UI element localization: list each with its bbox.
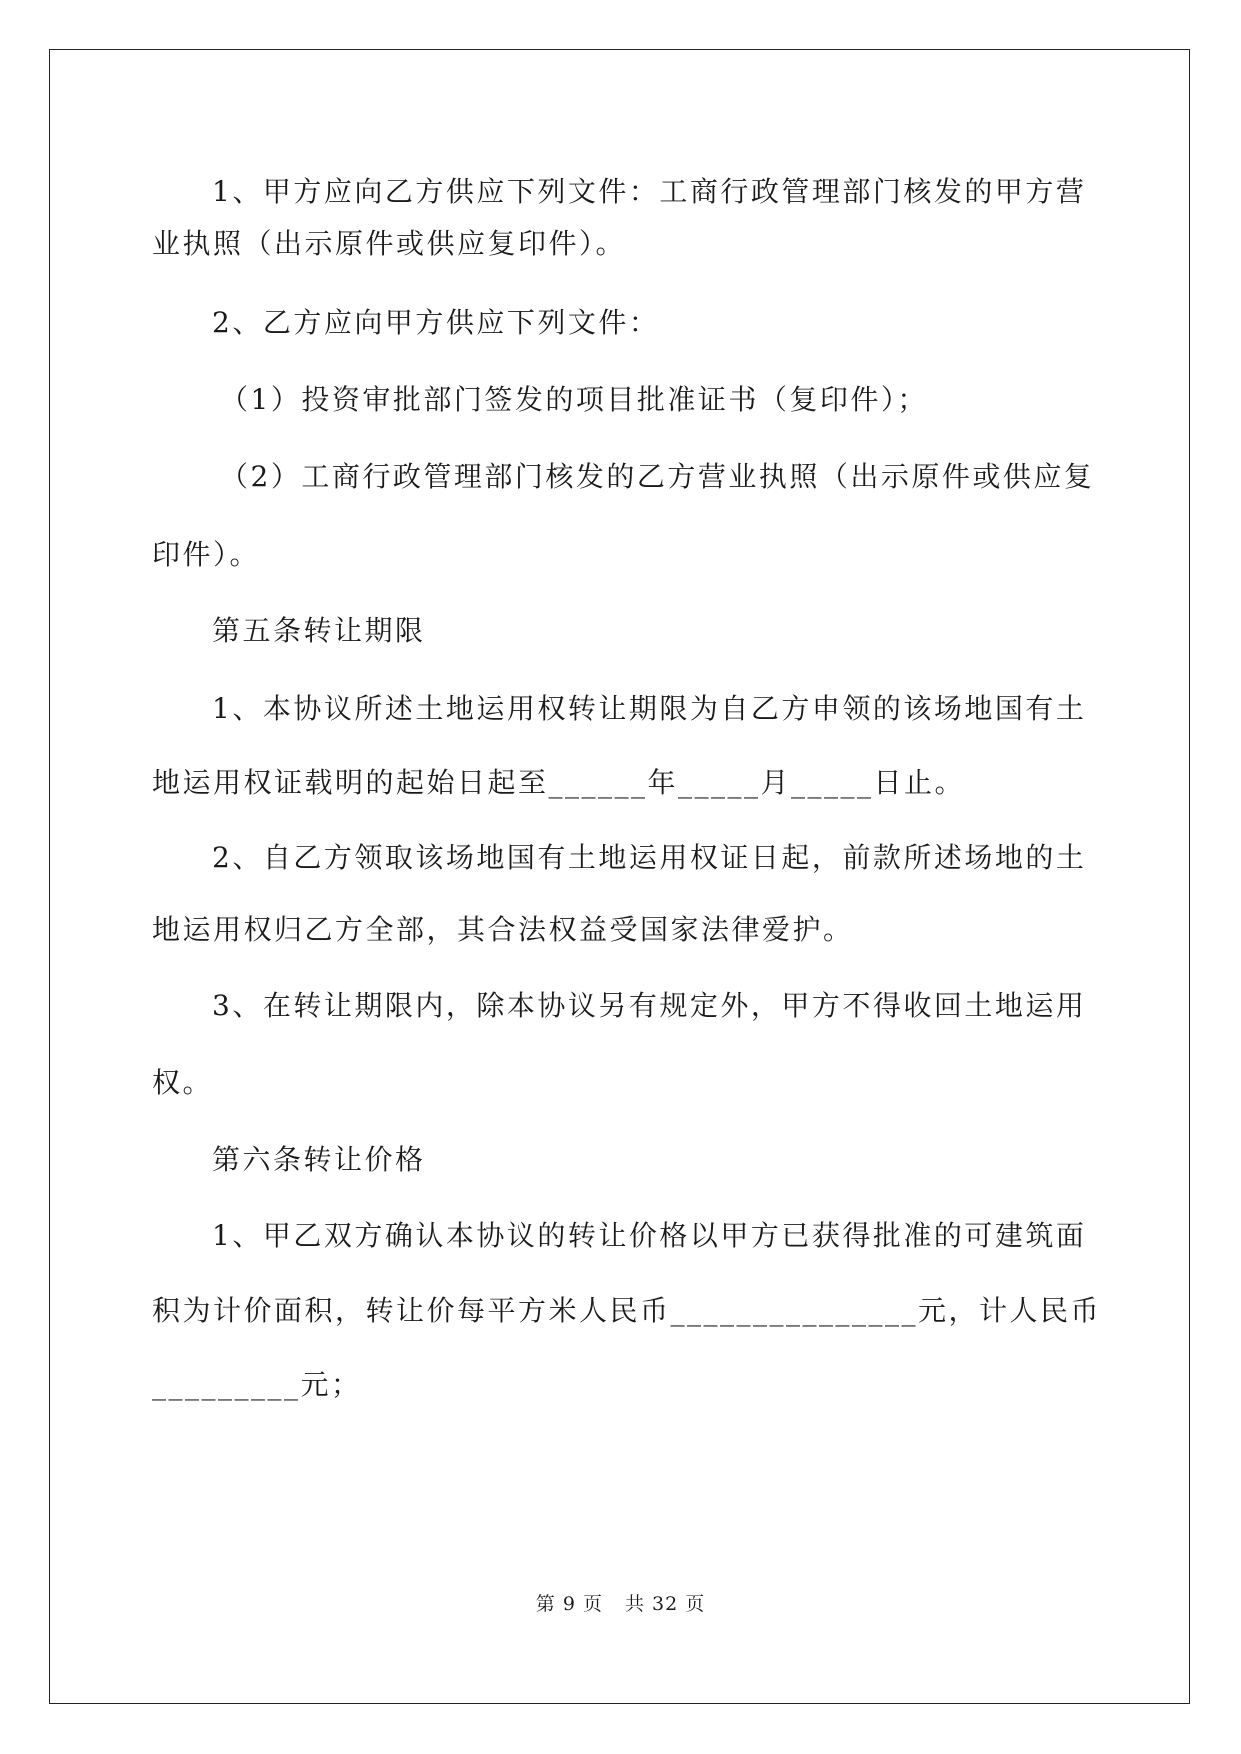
paragraph-line: 1、本协议所述土地运用权转让期限为自乙方申领的该场地国有土 [212, 692, 1087, 725]
page-footer [0, 1592, 1241, 1616]
paragraph-line: 1、甲方应向乙方供应下列文件：工商行政管理部门核发的甲方营 [212, 175, 1087, 208]
paragraph-line: 2、乙方应向甲方供应下列文件： [212, 306, 660, 339]
paragraph-line: 地运用权归乙方全部，其合法权益受国家法律爱护。 [152, 913, 854, 946]
paragraph-line: 权。 [152, 1066, 214, 1099]
page-number: 第 9 页 [535, 1593, 603, 1615]
total-pages: 共 32 页 [624, 1593, 706, 1615]
paragraph-line: （1）投资审批部门签发的项目批准证书（复印件）； [220, 383, 928, 416]
paragraph-line: 1、甲乙双方确认本协议的转让价格以甲方已获得批准的可建筑面 [212, 1219, 1087, 1252]
section-heading: 第六条转让价格 [212, 1143, 426, 1176]
paragraph-line: 3、在转让期限内，除本协议另有规定外，甲方不得收回土地运用 [212, 989, 1087, 1022]
paragraph-line: 积为计价面积，转让价每平方米人民币_______________元，计人民币 [152, 1294, 1102, 1327]
section-heading: 第五条转让期限 [212, 614, 426, 647]
paragraph-line: _________元； [152, 1368, 362, 1401]
paragraph-line: 业执照（出示原件或供应复印件）。 [152, 227, 627, 260]
paragraph-line: 2、自乙方领取该场地国有土地运用权证日起，前款所述场地的土 [212, 841, 1087, 874]
paragraph-line: 地运用权证载明的起始日起至______年_____月_____日止。 [152, 766, 966, 799]
paragraph-line: 印件）。 [152, 538, 261, 571]
paragraph-line: （2）工商行政管理部门核发的乙方营业执照（出示原件或供应复 [220, 460, 1095, 493]
